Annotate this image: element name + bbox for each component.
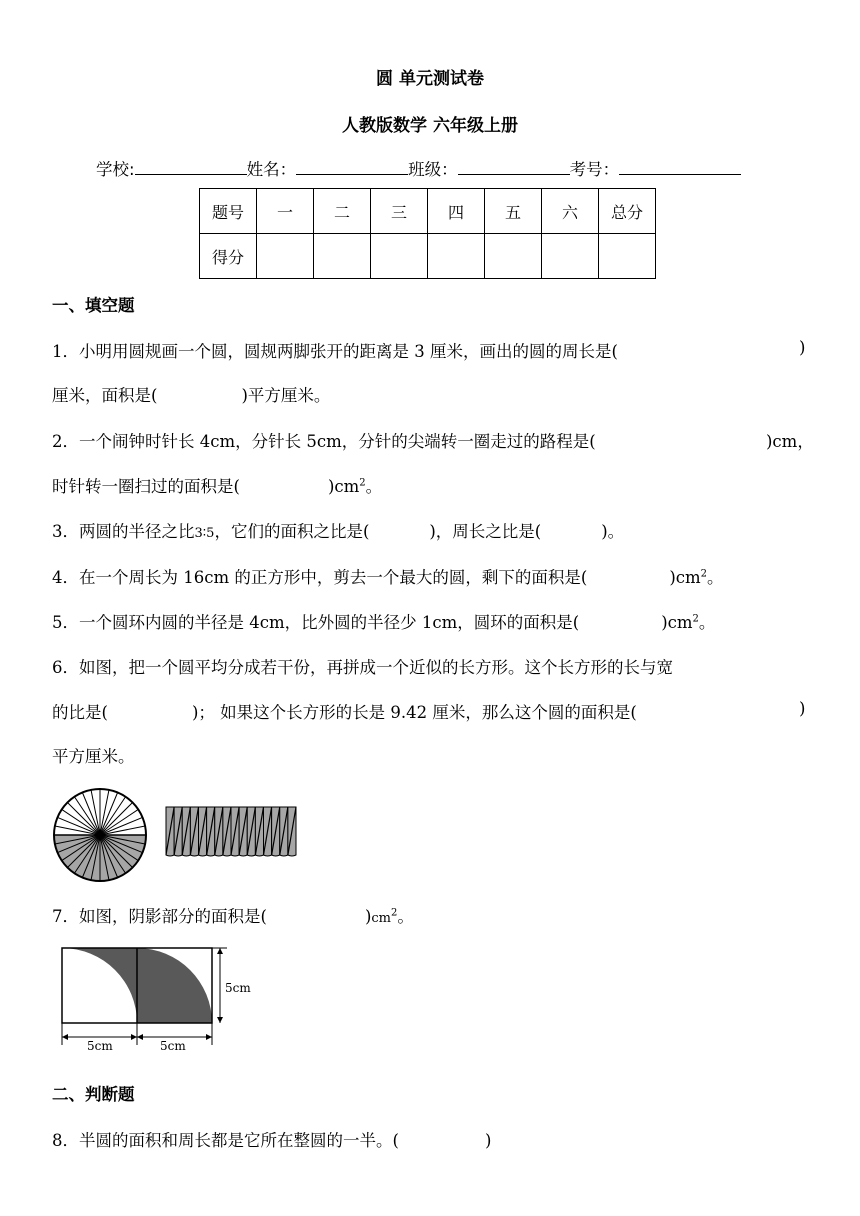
q5-line (52, 609, 715, 633)
q2-text-c: )cm (327, 477, 360, 496)
q3-text-b: ，它们的面积之比是( (214, 522, 370, 541)
q4-text: 4．在一个周长为 16cm 的正方形中，剪去一个最大的圆，剩下的面积是( (52, 568, 588, 587)
q7-line (52, 903, 414, 927)
q6-line1: 6．如图，把一个圆平均分成若干份，再拼成一个近似的长方形。这个长方形的长与宽 (52, 658, 673, 677)
q5-tail: 。 (698, 613, 716, 632)
score-header-cell: 四 (428, 189, 485, 234)
score-cell[interactable] (257, 234, 314, 279)
q7-label-w2: 5cm (160, 1039, 186, 1053)
q1-text: 1．小明用圆规画一个圆，圆规两脚张开的距离是 3 厘米，画出的圆的周长是( (52, 342, 618, 361)
score-header-cell: 五 (485, 189, 542, 234)
q7-figure (52, 940, 262, 1060)
score-header-row (200, 189, 656, 234)
q1-text-c: )平方厘米。 (241, 386, 331, 405)
q7-shade-left (62, 948, 137, 1023)
q2-tail: 。 (365, 477, 383, 496)
score-value-row (200, 234, 656, 279)
q6-line3: 平方厘米。 (52, 747, 135, 766)
score-header-cell: 总分 (599, 189, 656, 234)
q2-paren-end: )cm， (766, 432, 814, 451)
q2-line2 (52, 473, 382, 497)
q5-text-b: )cm (661, 613, 693, 632)
info-line (96, 156, 741, 180)
q1-text-b: 厘米，面积是( (52, 386, 158, 405)
score-cell[interactable] (314, 234, 371, 279)
score-table (199, 188, 656, 279)
section-heading-fill: 一、填空题 (52, 296, 135, 315)
q5-text: 5．一个圆环内圆的半径是 4cm，比外圆的半径少 1cm，圆环的面积是( (52, 613, 580, 632)
q3-text: 3．两圆的半径之比 (52, 522, 195, 541)
section-heading-judge: 二、判断题 (52, 1085, 135, 1104)
score-header-cell: 一 (257, 189, 314, 234)
q2-text-b: 时针转一圈扫过的面积是( (52, 477, 240, 496)
q3-ratio: 3∶5 (194, 526, 215, 541)
q8-text-b: ) (484, 1131, 492, 1150)
score-cell[interactable] (599, 234, 656, 279)
q7-label-height: 5cm (225, 981, 251, 995)
q4-tail: 。 (707, 568, 724, 587)
name-field[interactable] (296, 158, 408, 175)
score-cell[interactable] (428, 234, 485, 279)
q1-line2 (52, 382, 330, 406)
q3-line (52, 518, 624, 542)
q7-unit: cm (371, 911, 391, 926)
q6-circle-figure (52, 787, 148, 883)
q2-text: 2．一个闹钟时针长 4cm，分针长 5cm，分针的尖端转一圈走过的路程是( (52, 432, 596, 451)
school-label: 学校: (96, 160, 135, 179)
score-header-cell: 题号 (200, 189, 257, 234)
q7-tail: 。 (397, 907, 414, 926)
q6-rectangle-figure (164, 805, 298, 857)
q4-text-b: )cm (669, 568, 701, 587)
q3-text-c: )，周长之比是( (429, 522, 542, 541)
q7-shade-right (137, 948, 212, 1023)
q6-paren-end: ) (799, 699, 806, 718)
q1-paren-end: ) (799, 338, 806, 357)
q8-line (52, 1127, 491, 1151)
q3-text-d: )。 (601, 522, 625, 541)
q4-sup: 2 (700, 568, 708, 580)
q7-text: 7．如图，阴影部分的面积是( (52, 907, 267, 926)
class-field[interactable] (458, 158, 570, 175)
q4-line (52, 564, 724, 588)
q6-text-b: 的比是( (52, 703, 108, 722)
score-cell[interactable] (542, 234, 599, 279)
q6-sector-line (67, 802, 100, 835)
page-subtitle: 人教版数学 六年级上册 (342, 116, 518, 136)
q8-text: 8．半圆的面积和周长都是它所在整圆的一半。( (52, 1131, 399, 1150)
score-cell[interactable] (485, 234, 542, 279)
q6-sector-line (100, 802, 133, 835)
score-header-cell: 二 (314, 189, 371, 234)
school-field[interactable] (135, 158, 247, 175)
q2-sup: 2 (359, 477, 366, 489)
q6-line2 (52, 699, 637, 723)
exam-no-label: 考号： (569, 160, 620, 179)
q7-text-b: ) (364, 907, 372, 926)
q1-line1 (52, 338, 618, 362)
q7-sup: 2 (390, 907, 398, 919)
name-label: 姓名： (246, 160, 297, 179)
class-label: 班级： (408, 160, 458, 179)
q6-zigzag-sectors (166, 807, 296, 856)
score-cell[interactable] (371, 234, 428, 279)
score-header-cell: 六 (542, 189, 599, 234)
exam-no-field[interactable] (619, 158, 741, 175)
q6-text-c: )； 如果这个长方形的长是 9.42 厘米，那么这个圆的面积是( (191, 703, 637, 722)
page-title: 圆 单元测试卷 (376, 69, 484, 89)
q5-sup: 2 (692, 613, 699, 625)
q7-label-w1: 5cm (87, 1039, 113, 1053)
q2-line1 (52, 428, 596, 452)
score-row-label: 得分 (200, 234, 257, 279)
score-header-cell: 三 (371, 189, 428, 234)
